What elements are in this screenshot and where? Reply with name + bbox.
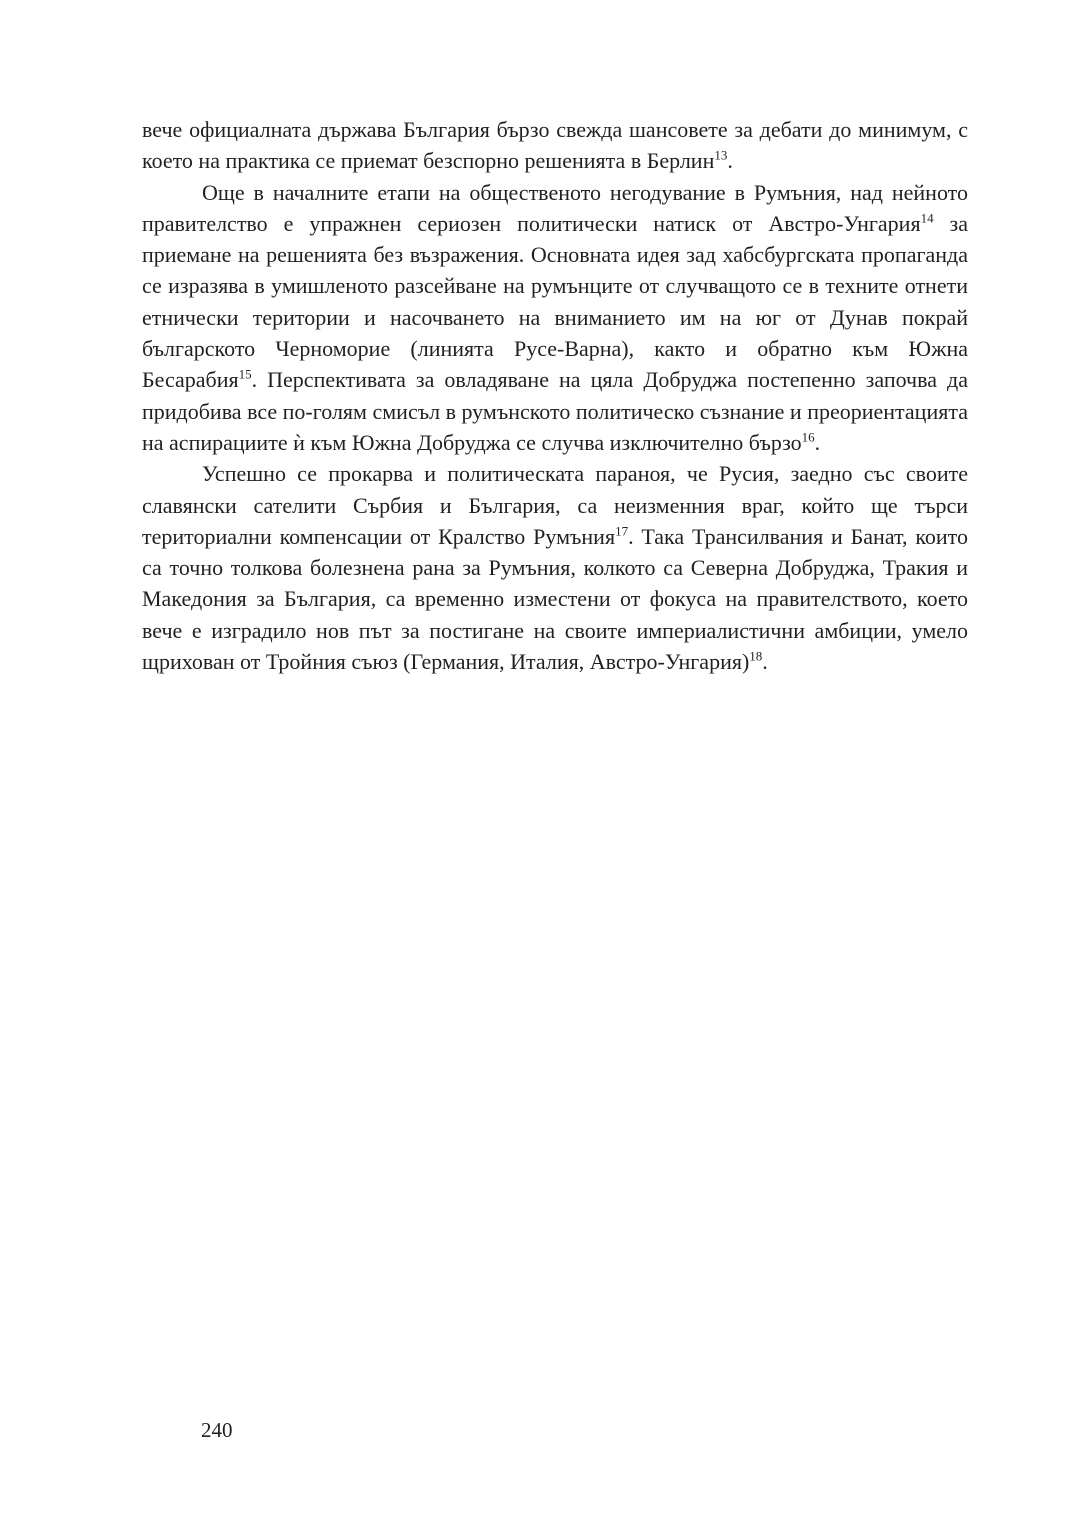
footnote-ref-13: 13 bbox=[714, 147, 728, 163]
paragraph-1-text-1: вече официалната държава България бързо свежда шансовете за дебати до минимум, с което на практика се приемат безспорно решенията в Берлин bbox=[142, 117, 968, 174]
body-text bbox=[142, 114, 968, 677]
paragraph-2 bbox=[142, 177, 968, 459]
paragraph-1-text-2: . bbox=[727, 148, 733, 174]
footnote-ref-18: 18 bbox=[749, 648, 763, 664]
paragraph-2-text-3: . Перспективата за овладяване на цяла Добруджа постепенно започва да придобива все по-голям смисъл в румънското политическо съзнание и преориентацията на аспирациите ѝ към Южна Добруджа се случва изключително бързо bbox=[142, 367, 968, 455]
paragraph-2-text-2: за приемане на решенията без възражения. Основната идея зад хабсбургската пропаганда се изразява в умишленото разсейване на румънците от случващото се в техните отнети етнически територии и насочването на вниманието им на юг от Дунав покрай българското Черноморие (линията Русе-Варна), както и обратно към Южна Бесарабия bbox=[142, 210, 968, 393]
footnote-ref-16: 16 bbox=[801, 429, 815, 445]
footnote-ref-15: 15 bbox=[238, 367, 252, 383]
page-number: 240 bbox=[201, 1418, 233, 1442]
paragraph-2-text-4: . bbox=[814, 429, 821, 455]
paragraph-3-text-1: Успешно се прокарва и политическата параноя, че Русия, заедно със своите славянски сателити Сърбия и България, са неизменния враг, който ще търси териториални компенсации от Кралство Румъния bbox=[142, 461, 968, 549]
footnote-ref-14: 14 bbox=[920, 210, 934, 226]
paragraph-2-text-1: Още в началните етапи на общественото негодувание в Румъния, над нейното правителство е упражнен сериозен политически натиск от Австро-Унгария bbox=[142, 179, 968, 236]
paragraph-1 bbox=[142, 114, 968, 177]
paragraph-3-text-2: . Така Трансилвания и Банат, които са точно толкова болезнена рана за Румъния, колкото са Северна Добруджа, Тракия и Македония за България, са временно изместени от фокуса на правителството, което вече е изградило нов път за постигане на своите империалистични амбиции, умело щрихован от Тройния съюз (Германия, Италия, Австро-Унгария) bbox=[142, 523, 968, 675]
paragraph-3 bbox=[142, 458, 968, 677]
footnote-ref-17: 17 bbox=[615, 523, 629, 539]
paragraph-3-text-3: . bbox=[762, 649, 768, 675]
